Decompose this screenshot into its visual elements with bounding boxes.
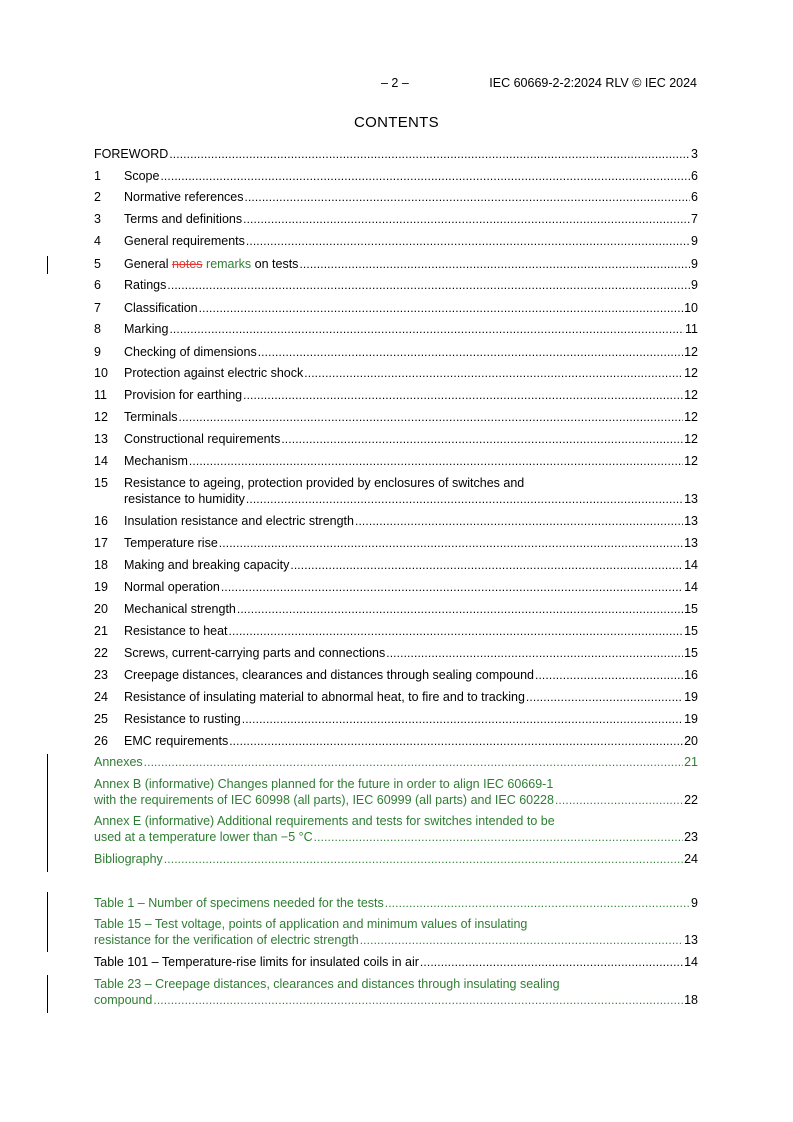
toc-entry-title: FOREWORD [94,147,169,161]
toc-entry-title: Scope [124,169,160,183]
toc-entry-title: Protection against electric shock [124,366,304,380]
toc-entry-page: 12 [684,366,698,380]
toc-entry-page: 13 [684,536,698,550]
toc-entry[interactable] [94,168,698,184]
toc-entry-page: 13 [684,492,698,506]
change-bar [47,892,48,952]
toc-entry[interactable] [94,645,698,661]
toc-entry-title: resistance to humidity [124,492,245,506]
toc-entry[interactable] [94,711,698,727]
title-text: General [124,257,172,271]
toc-entry-number: 14 [94,454,108,468]
toc-entry-title: Annexes [94,755,143,769]
toc-entry[interactable] [94,189,698,205]
toc-entry-page: 24 [684,852,698,866]
toc-entry-title: Making and breaking capacity [124,558,290,572]
toc-entry[interactable] [94,431,698,447]
toc-entry-page: 19 [684,712,698,726]
toc-entry-page: 6 [691,169,698,183]
toc-entry[interactable] [94,689,698,705]
toc-entry-page: 21 [684,755,698,769]
toc-entry-page: 11 [685,322,698,336]
toc-entry-page: 15 [684,624,698,638]
toc-entry-title: Checking of dimensions [124,345,257,359]
toc-entry-number: 22 [94,646,108,660]
deleted-text: notes [171,257,203,271]
table-entry-page: 13 [684,933,698,947]
toc-entry-title: General requirements [124,234,245,248]
title-text: on tests [251,257,299,271]
toc-entry[interactable] [94,476,698,507]
toc-entry-title: Creepage distances, clearances and distances through sealing compound [124,668,534,682]
table-entry-title: Table 1 – Number of specimens needed for the tests [94,896,384,910]
table-list-entry[interactable] [94,977,698,1008]
toc-entry-number: 18 [94,558,108,572]
toc-entry-title: Mechanism [124,454,188,468]
toc-entry[interactable] [94,277,698,293]
toc-entry[interactable] [94,667,698,683]
toc-entry-page: 12 [684,388,698,402]
table-list-entry[interactable] [94,954,698,970]
toc-entry-number: 26 [94,734,108,748]
toc-entry[interactable] [94,321,698,337]
toc-entry-number: 12 [94,410,108,424]
toc-entry-title: Insulation resistance and electric strength [124,514,354,528]
toc-entry-annex-b[interactable] [94,777,698,808]
toc-entry-title: Screws, current-carrying parts and connections [124,646,386,660]
toc-entry-title: Resistance of insulating material to abnormal heat, to fire and to tracking [124,690,525,704]
toc-entry-number: 5 [94,257,101,271]
toc-entry-page: 12 [684,454,698,468]
toc-entry[interactable] [94,453,698,469]
toc-entry-page: 9 [691,278,698,292]
toc-entry[interactable] [94,733,698,749]
toc-entry-title: Mechanical strength [124,602,236,616]
toc-entry-number: 11 [94,388,107,402]
toc-entry-number: 17 [94,536,108,550]
change-bar [47,256,48,274]
toc-entry-number: 20 [94,602,108,616]
toc-entry-number: 16 [94,514,108,528]
toc-entry[interactable] [94,387,698,403]
page-number: – 2 – [381,76,409,90]
toc-entry-page: 20 [684,734,698,748]
table-list-entry[interactable] [94,895,698,911]
toc-entry-page: 6 [691,190,698,204]
toc-entry-page: 9 [691,234,698,248]
toc-entry[interactable] [94,300,698,316]
toc-entry[interactable] [94,211,698,227]
toc-entry-number: 25 [94,712,108,726]
table-entry-title: Table 101 – Temperature-rise limits for insulated coils in air [94,955,419,969]
toc-entry-number: 4 [94,234,101,248]
toc-entry-number: 2 [94,190,101,204]
page-header [0,76,793,92]
toc-entry-page: 19 [684,690,698,704]
toc-entry-title: Bibliography [94,852,163,866]
toc-entry[interactable] [94,256,698,272]
toc-entry-title [124,256,298,272]
toc-entry-title: used at a temperature lower than −5 °C [94,830,313,844]
page-title: CONTENTS [354,114,439,131]
toc-entry-page: 15 [684,602,698,616]
toc-entry[interactable] [94,146,698,162]
toc-entry[interactable] [94,344,698,360]
table-list-entry[interactable] [94,917,698,948]
toc-entry-number: 8 [94,322,101,336]
toc-entry-page: 12 [684,432,698,446]
toc-entry-title: Resistance to heat [124,624,228,638]
toc-entry[interactable] [94,513,698,529]
toc-entry[interactable] [94,601,698,617]
toc-entry-page: 12 [684,410,698,424]
toc-entry-number: 23 [94,668,108,682]
toc-entry-title: Marking [124,322,169,336]
toc-entry-number: 13 [94,432,108,446]
toc-entry-title: Constructional requirements [124,432,281,446]
toc-entry-title: Provision for earthing [124,388,243,402]
table-entry-title-line1: Table 15 – Test voltage, points of application and minimum values of insulating [94,917,528,931]
toc-entry-page: 3 [691,147,698,161]
toc-entry[interactable] [94,579,698,595]
toc-entry-page: 23 [684,830,698,844]
toc-entry-page: 9 [691,257,698,271]
toc-entry-title: Ratings [124,278,167,292]
table-entry-title-line1: Table 23 – Creepage distances, clearances and distances through insulating sealing [94,977,560,991]
toc-entry-number: 6 [94,278,101,292]
toc-entry[interactable] [94,535,698,551]
toc-entry-title: Resistance to rusting [124,712,241,726]
toc-entry-page: 13 [684,514,698,528]
toc-entry-number: 19 [94,580,108,594]
toc-entry-annex-e[interactable] [94,814,698,845]
table-entry-page: 18 [684,993,698,1007]
toc-entry-page: 15 [684,646,698,660]
toc-entry[interactable] [94,623,698,639]
toc-entry[interactable] [94,557,698,573]
toc-entry[interactable] [94,365,698,381]
toc-entry-number: 3 [94,212,101,226]
table-entry-title: compound [94,993,153,1007]
toc-entry-page: 22 [684,793,698,807]
toc-entry-title: with the requirements of IEC 60998 (all parts), IEC 60999 (all parts) and IEC 60228 [94,793,554,807]
toc-entry-title-line1: Annex B (informative) Changes planned for the future in order to align IEC 60669-1 [94,777,554,791]
toc-entry-annexes[interactable] [94,754,698,770]
toc-entry-page: 12 [684,345,698,359]
table-entry-page: 9 [691,896,698,910]
toc-entry-bibliography[interactable] [94,851,698,867]
toc-entry-title: Normal operation [124,580,220,594]
toc-entry-number: 7 [94,301,101,315]
toc-entry-number: 24 [94,690,108,704]
toc-entry-title: Terms and definitions [124,212,243,226]
toc-entry-title: Terminals [124,410,178,424]
toc-entry-title: Temperature rise [124,536,218,550]
table-entry-page: 14 [684,955,698,969]
toc-entry-number: 1 [94,169,101,183]
toc-entry-title: Normative references [124,190,244,204]
toc-entry-page: 16 [684,668,698,682]
change-bar [47,975,48,1013]
toc-entry-page: 14 [684,580,698,594]
toc-entry-title: EMC requirements [124,734,229,748]
toc-entry-number: 21 [94,624,108,638]
toc-entry-title-line1: Annex E (informative) Additional requirements and tests for switches intended to be [94,814,555,828]
inserted-text: remarks [206,257,252,271]
toc-entry-title: Classification [124,301,198,315]
toc-entry-page: 10 [684,301,698,315]
toc-entry-title-line1: Resistance to ageing, protection provided by enclosures of switches and [124,476,525,490]
toc-entry-page: 14 [684,558,698,572]
toc-entry[interactable] [94,409,698,425]
toc-entry-number: 15 [94,476,108,490]
table-entry-title: resistance for the verification of electric strength [94,933,359,947]
change-bar [47,754,48,872]
standard-reference: IEC 60669-2-2:2024 RLV © IEC 2024 [489,76,697,90]
toc-entry-number: 10 [94,366,108,380]
toc-entry[interactable] [94,233,698,249]
toc-entry-page: 7 [691,212,698,226]
toc-entry-number: 9 [94,345,101,359]
